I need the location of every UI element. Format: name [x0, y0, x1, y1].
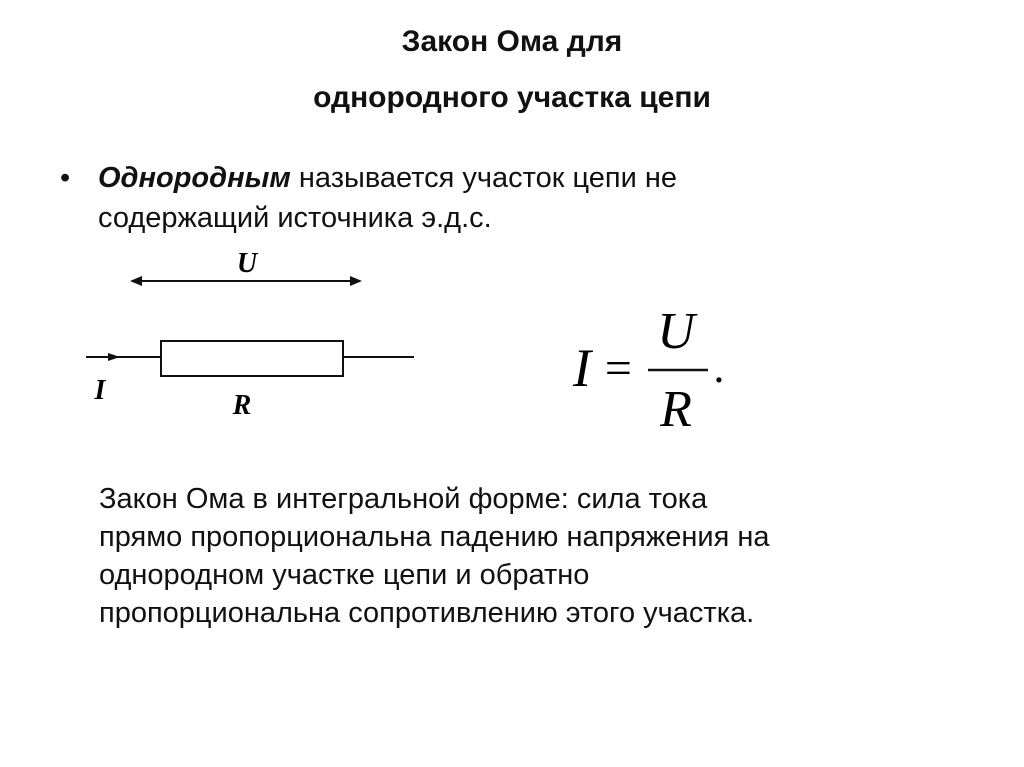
paragraph-line-3: однородном участке цепи и обратно	[99, 559, 590, 591]
formula-current: I	[573, 338, 591, 398]
slide-title	[0, 14, 1024, 126]
current-label: I	[94, 375, 106, 406]
integral-form-paragraph	[99, 480, 979, 632]
title-line-1: Закон Ома для	[401, 25, 623, 58]
current-arrow-icon	[108, 353, 120, 361]
ohm-law-formula	[560, 296, 760, 446]
formula-numerator: U	[657, 303, 695, 360]
resistance-label: R	[232, 390, 252, 421]
resistor-rect	[161, 341, 343, 376]
definition-bullet	[60, 158, 960, 238]
paragraph-line-4: пропорциональна сопротивлению этого участка.	[99, 597, 755, 629]
formula-period: .	[714, 343, 726, 392]
paragraph-line-1: Закон Ома в интегральной форме: сила тока	[99, 483, 708, 515]
circuit-diagram	[80, 244, 440, 434]
formula-equals: =	[601, 342, 635, 395]
voltage-label: U	[236, 248, 258, 279]
formula-denominator: R	[660, 381, 692, 438]
title-line-2: однородного участка цепи	[313, 81, 711, 114]
defined-term: Однородным	[98, 162, 291, 194]
definition-line-2: содержащий источника э.д.с.	[98, 202, 492, 234]
definition-line-1: называется участок цепи не	[290, 162, 678, 194]
bullet-dot-icon: •	[60, 162, 71, 194]
definition-text	[98, 158, 960, 238]
paragraph-line-2: прямо пропорциональна падению напряжения на	[99, 521, 770, 553]
